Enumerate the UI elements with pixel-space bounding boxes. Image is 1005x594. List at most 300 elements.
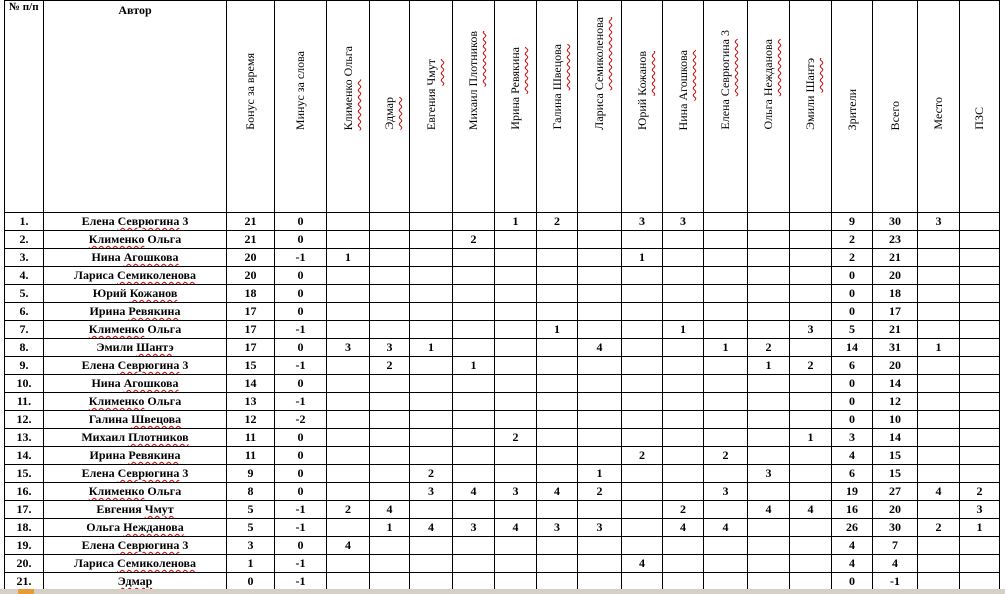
bonus-cell[interactable]: 17 [227,303,275,321]
vote-cell[interactable] [748,555,790,573]
viewers-cell[interactable]: 9 [832,213,873,231]
vote-cell[interactable] [453,339,495,357]
total-cell[interactable]: 21 [873,321,918,339]
vote-cell[interactable] [537,303,578,321]
vote-cell[interactable] [663,267,704,285]
vote-cell[interactable] [495,357,537,375]
vote-cell[interactable] [410,447,453,465]
minus-cell[interactable]: -1 [275,555,327,573]
vote-cell[interactable]: 1 [370,519,410,537]
place-cell[interactable] [918,555,960,573]
vote-cell[interactable] [495,375,537,393]
pzs-cell[interactable] [960,375,1000,393]
vote-cell[interactable] [327,483,370,501]
vote-cell[interactable] [453,411,495,429]
vote-cell[interactable] [495,555,537,573]
place-cell[interactable] [918,249,960,267]
bonus-cell[interactable]: 17 [227,321,275,339]
vote-cell[interactable]: 4 [578,339,622,357]
vote-cell[interactable]: 3 [537,519,578,537]
vote-cell[interactable] [453,303,495,321]
bonus-cell[interactable]: 18 [227,285,275,303]
author-cell[interactable]: Елена Севрюгина 3 [44,213,227,231]
vote-cell[interactable] [704,231,748,249]
row-number-cell[interactable]: 7. [5,321,44,339]
vote-cell[interactable] [410,357,453,375]
vote-cell[interactable] [748,267,790,285]
vote-cell[interactable] [327,465,370,483]
vote-cell[interactable] [663,573,704,591]
vote-cell[interactable]: 4 [663,519,704,537]
bonus-cell[interactable]: 14 [227,375,275,393]
vote-cell[interactable] [495,501,537,519]
vote-cell[interactable] [537,375,578,393]
vote-cell[interactable] [622,429,663,447]
pzs-cell[interactable] [960,573,1000,591]
vote-cell[interactable]: 2 [453,231,495,249]
vote-cell[interactable] [704,393,748,411]
vote-cell[interactable] [790,573,832,591]
vote-cell[interactable] [663,465,704,483]
viewers-cell[interactable]: 0 [832,267,873,285]
vote-cell[interactable] [370,483,410,501]
viewers-cell[interactable]: 16 [832,501,873,519]
vote-cell[interactable]: 3 [748,465,790,483]
bonus-cell[interactable]: 12 [227,411,275,429]
vote-cell[interactable] [327,519,370,537]
pzs-cell[interactable] [960,339,1000,357]
pzs-cell[interactable] [960,411,1000,429]
vote-cell[interactable] [622,537,663,555]
vote-cell[interactable] [578,447,622,465]
minus-cell[interactable]: 0 [275,429,327,447]
place-cell[interactable]: 4 [918,483,960,501]
vote-cell[interactable]: 4 [704,519,748,537]
vote-cell[interactable] [748,375,790,393]
total-cell[interactable]: 14 [873,375,918,393]
bonus-cell[interactable]: 5 [227,501,275,519]
vote-cell[interactable] [495,465,537,483]
vote-cell[interactable] [410,213,453,231]
vote-cell[interactable]: 4 [495,519,537,537]
place-cell[interactable] [918,501,960,519]
place-cell[interactable] [918,231,960,249]
vote-cell[interactable]: 2 [410,465,453,483]
vote-cell[interactable]: 1 [790,429,832,447]
minus-cell[interactable]: 0 [275,465,327,483]
total-cell[interactable]: -1 [873,573,918,591]
pzs-cell[interactable] [960,231,1000,249]
vote-cell[interactable] [622,267,663,285]
vote-cell[interactable]: 2 [327,501,370,519]
vote-cell[interactable] [663,447,704,465]
vote-cell[interactable] [410,231,453,249]
vote-cell[interactable] [622,231,663,249]
vote-cell[interactable] [453,249,495,267]
vote-cell[interactable]: 4 [790,501,832,519]
minus-cell[interactable]: 0 [275,339,327,357]
vote-cell[interactable]: 1 [495,213,537,231]
row-number-cell[interactable]: 16. [5,483,44,501]
viewers-cell[interactable]: 14 [832,339,873,357]
vote-cell[interactable] [578,429,622,447]
vote-cell[interactable] [410,537,453,555]
author-cell[interactable]: Елена Севрюгина 3 [44,537,227,555]
vote-cell[interactable] [370,537,410,555]
viewers-cell[interactable]: 0 [832,411,873,429]
vote-cell[interactable] [704,573,748,591]
vote-cell[interactable] [663,285,704,303]
bonus-cell[interactable]: 17 [227,339,275,357]
vote-cell[interactable] [327,285,370,303]
author-cell[interactable]: Нина Агошкова [44,249,227,267]
vote-cell[interactable] [370,393,410,411]
row-number-cell[interactable]: 20. [5,555,44,573]
vote-cell[interactable] [495,447,537,465]
bonus-cell[interactable]: 5 [227,519,275,537]
vote-cell[interactable] [578,537,622,555]
author-cell[interactable]: Евгения Чмут [44,501,227,519]
pzs-cell[interactable] [960,465,1000,483]
minus-cell[interactable]: 0 [275,231,327,249]
vote-cell[interactable] [410,411,453,429]
vote-cell[interactable] [578,231,622,249]
vote-cell[interactable]: 1 [748,357,790,375]
vote-cell[interactable] [748,213,790,231]
pzs-cell[interactable] [960,537,1000,555]
vote-cell[interactable] [704,303,748,321]
vote-cell[interactable]: 1 [622,249,663,267]
row-number-cell[interactable]: 21. [5,573,44,591]
vote-cell[interactable]: 3 [663,213,704,231]
place-cell[interactable]: 3 [918,213,960,231]
vote-cell[interactable]: 3 [327,339,370,357]
vote-cell[interactable]: 2 [370,357,410,375]
vote-cell[interactable] [327,267,370,285]
vote-cell[interactable] [327,231,370,249]
vote-cell[interactable] [370,267,410,285]
minus-cell[interactable]: 0 [275,213,327,231]
row-number-cell[interactable]: 19. [5,537,44,555]
vote-cell[interactable] [748,285,790,303]
vote-cell[interactable] [537,501,578,519]
vote-cell[interactable] [537,267,578,285]
vote-cell[interactable] [663,393,704,411]
vote-cell[interactable] [663,537,704,555]
vote-cell[interactable] [790,447,832,465]
minus-cell[interactable]: 0 [275,483,327,501]
vote-cell[interactable] [537,537,578,555]
row-number-cell[interactable]: 13. [5,429,44,447]
bonus-cell[interactable]: 20 [227,267,275,285]
vote-cell[interactable] [370,321,410,339]
place-cell[interactable] [918,537,960,555]
vote-cell[interactable]: 2 [790,357,832,375]
minus-cell[interactable]: 0 [275,375,327,393]
row-number-cell[interactable]: 17. [5,501,44,519]
viewers-cell[interactable]: 4 [832,555,873,573]
vote-cell[interactable] [578,393,622,411]
vote-cell[interactable]: 4 [537,483,578,501]
vote-cell[interactable] [537,573,578,591]
vote-cell[interactable]: 3 [495,483,537,501]
vote-cell[interactable] [578,501,622,519]
vote-cell[interactable] [410,321,453,339]
vote-cell[interactable] [537,411,578,429]
vote-cell[interactable]: 1 [410,339,453,357]
vote-cell[interactable]: 4 [622,555,663,573]
viewers-cell[interactable]: 4 [832,537,873,555]
vote-cell[interactable] [704,501,748,519]
minus-cell[interactable]: 0 [275,267,327,285]
author-cell[interactable]: Эмили Шантэ [44,339,227,357]
viewers-cell[interactable]: 19 [832,483,873,501]
vote-cell[interactable]: 3 [453,519,495,537]
minus-cell[interactable]: -2 [275,411,327,429]
vote-cell[interactable] [704,411,748,429]
row-number-cell[interactable]: 2. [5,231,44,249]
vote-cell[interactable] [537,339,578,357]
vote-cell[interactable] [790,249,832,267]
vote-cell[interactable] [453,501,495,519]
minus-cell[interactable]: 0 [275,285,327,303]
total-cell[interactable]: 4 [873,555,918,573]
bonus-cell[interactable]: 11 [227,447,275,465]
vote-cell[interactable] [495,339,537,357]
vote-cell[interactable] [748,447,790,465]
row-number-cell[interactable]: 14. [5,447,44,465]
vote-cell[interactable]: 4 [748,501,790,519]
total-cell[interactable]: 21 [873,249,918,267]
author-cell[interactable]: Эдмар [44,573,227,591]
place-cell[interactable] [918,393,960,411]
vote-cell[interactable] [622,411,663,429]
vote-cell[interactable]: 1 [704,339,748,357]
pzs-cell[interactable] [960,213,1000,231]
vote-cell[interactable] [495,393,537,411]
total-cell[interactable]: 31 [873,339,918,357]
bonus-cell[interactable]: 11 [227,429,275,447]
author-cell[interactable]: Елена Севрюгина 3 [44,465,227,483]
minus-cell[interactable]: 0 [275,447,327,465]
vote-cell[interactable] [495,231,537,249]
vote-cell[interactable] [790,555,832,573]
total-cell[interactable]: 30 [873,519,918,537]
vote-cell[interactable] [663,357,704,375]
viewers-cell[interactable]: 0 [832,285,873,303]
vote-cell[interactable] [663,303,704,321]
vote-cell[interactable] [327,213,370,231]
vote-cell[interactable] [578,321,622,339]
vote-cell[interactable] [537,249,578,267]
vote-cell[interactable] [622,339,663,357]
vote-cell[interactable] [578,357,622,375]
place-cell[interactable] [918,465,960,483]
place-cell[interactable] [918,285,960,303]
place-cell[interactable]: 2 [918,519,960,537]
vote-cell[interactable]: 3 [370,339,410,357]
viewers-cell[interactable]: 0 [832,303,873,321]
author-cell[interactable]: Лариса Семиколенова [44,267,227,285]
vote-cell[interactable] [622,465,663,483]
vote-cell[interactable] [663,411,704,429]
vote-cell[interactable] [370,573,410,591]
place-cell[interactable] [918,375,960,393]
vote-cell[interactable] [790,411,832,429]
author-cell[interactable]: Юрий Кожанов [44,285,227,303]
vote-cell[interactable] [453,537,495,555]
vote-cell[interactable] [578,555,622,573]
vote-cell[interactable] [578,573,622,591]
sheet-tab-icon[interactable] [18,589,34,594]
row-number-cell[interactable]: 9. [5,357,44,375]
place-cell[interactable] [918,573,960,591]
vote-cell[interactable] [453,267,495,285]
vote-cell[interactable] [790,483,832,501]
place-cell[interactable] [918,267,960,285]
viewers-cell[interactable]: 6 [832,465,873,483]
minus-cell[interactable]: -1 [275,249,327,267]
vote-cell[interactable]: 4 [453,483,495,501]
vote-cell[interactable] [453,375,495,393]
vote-cell[interactable] [327,411,370,429]
place-cell[interactable]: 1 [918,339,960,357]
total-cell[interactable]: 15 [873,447,918,465]
pzs-cell[interactable] [960,555,1000,573]
pzs-cell[interactable] [960,321,1000,339]
vote-cell[interactable]: 2 [578,483,622,501]
vote-cell[interactable] [578,285,622,303]
vote-cell[interactable] [327,447,370,465]
vote-cell[interactable] [790,213,832,231]
pzs-cell[interactable] [960,447,1000,465]
vote-cell[interactable] [622,573,663,591]
vote-cell[interactable] [453,321,495,339]
vote-cell[interactable]: 2 [495,429,537,447]
vote-cell[interactable] [495,249,537,267]
minus-cell[interactable]: -1 [275,393,327,411]
vote-cell[interactable]: 1 [537,321,578,339]
vote-cell[interactable] [790,537,832,555]
vote-cell[interactable] [495,411,537,429]
vote-cell[interactable]: 4 [370,501,410,519]
vote-cell[interactable] [453,573,495,591]
vote-cell[interactable] [537,555,578,573]
vote-cell[interactable]: 2 [748,339,790,357]
vote-cell[interactable] [453,393,495,411]
total-cell[interactable]: 23 [873,231,918,249]
row-number-cell[interactable]: 15. [5,465,44,483]
vote-cell[interactable] [495,321,537,339]
vote-cell[interactable] [537,357,578,375]
viewers-cell[interactable]: 0 [832,375,873,393]
vote-cell[interactable] [537,231,578,249]
vote-cell[interactable] [410,393,453,411]
row-number-cell[interactable]: 18. [5,519,44,537]
minus-cell[interactable]: 0 [275,303,327,321]
vote-cell[interactable]: 2 [537,213,578,231]
author-cell[interactable]: Клименко Ольга [44,231,227,249]
vote-cell[interactable] [370,429,410,447]
bonus-cell[interactable]: 8 [227,483,275,501]
vote-cell[interactable] [495,537,537,555]
row-number-cell[interactable]: 12. [5,411,44,429]
pzs-cell[interactable] [960,393,1000,411]
row-number-cell[interactable]: 4. [5,267,44,285]
vote-cell[interactable] [327,555,370,573]
total-cell[interactable]: 27 [873,483,918,501]
bonus-cell[interactable]: 9 [227,465,275,483]
minus-cell[interactable]: -1 [275,573,327,591]
viewers-cell[interactable]: 4 [832,447,873,465]
viewers-cell[interactable]: 0 [832,393,873,411]
vote-cell[interactable] [704,285,748,303]
author-cell[interactable]: Клименко Ольга [44,321,227,339]
pzs-cell[interactable] [960,357,1000,375]
vote-cell[interactable] [370,555,410,573]
author-cell[interactable]: Нина Агошкова [44,375,227,393]
vote-cell[interactable]: 3 [790,321,832,339]
place-cell[interactable] [918,411,960,429]
author-cell[interactable]: Михаил Плотников [44,429,227,447]
row-number-cell[interactable]: 6. [5,303,44,321]
vote-cell[interactable] [410,249,453,267]
vote-cell[interactable] [622,303,663,321]
vote-cell[interactable] [748,429,790,447]
bonus-cell[interactable]: 21 [227,231,275,249]
viewers-cell[interactable]: 2 [832,249,873,267]
vote-cell[interactable] [790,285,832,303]
vote-cell[interactable] [327,321,370,339]
bonus-cell[interactable]: 1 [227,555,275,573]
vote-cell[interactable] [663,231,704,249]
bonus-cell[interactable]: 3 [227,537,275,555]
vote-cell[interactable] [453,429,495,447]
author-cell[interactable]: Ольга Неждановa [44,519,227,537]
vote-cell[interactable] [370,375,410,393]
vote-cell[interactable]: 3 [578,519,622,537]
vote-cell[interactable] [370,465,410,483]
author-cell[interactable]: Галина Швецова [44,411,227,429]
vote-cell[interactable] [410,375,453,393]
vote-cell[interactable] [704,249,748,267]
pzs-cell[interactable] [960,249,1000,267]
vote-cell[interactable] [327,375,370,393]
total-cell[interactable]: 30 [873,213,918,231]
vote-cell[interactable] [704,555,748,573]
row-number-cell[interactable]: 5. [5,285,44,303]
vote-cell[interactable] [663,339,704,357]
vote-cell[interactable]: 2 [663,501,704,519]
pzs-cell[interactable]: 2 [960,483,1000,501]
vote-cell[interactable] [578,213,622,231]
vote-cell[interactable] [410,555,453,573]
sheet-tabs-bar[interactable] [0,589,1005,594]
vote-cell[interactable] [495,267,537,285]
bonus-cell[interactable]: 0 [227,573,275,591]
viewers-cell[interactable]: 6 [832,357,873,375]
vote-cell[interactable]: 2 [622,447,663,465]
vote-cell[interactable] [748,249,790,267]
author-cell[interactable]: Клименко Ольга [44,393,227,411]
place-cell[interactable] [918,321,960,339]
vote-cell[interactable]: 1 [663,321,704,339]
vote-cell[interactable] [704,213,748,231]
vote-cell[interactable] [453,447,495,465]
total-cell[interactable]: 20 [873,501,918,519]
vote-cell[interactable] [704,375,748,393]
vote-cell[interactable] [410,303,453,321]
